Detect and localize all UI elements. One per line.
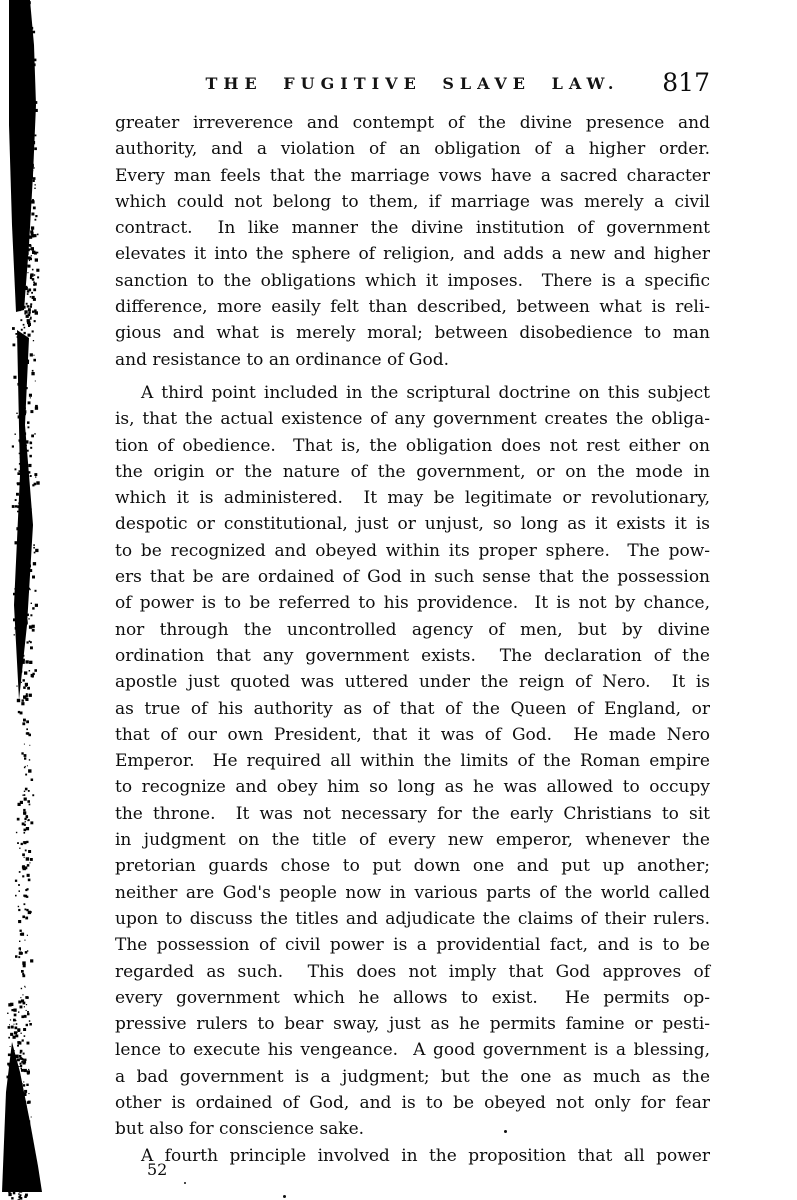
text-line: other is ordained of God, and is to be obeyed not only for fear [115,1092,710,1113]
binding-shadow-shapes [2,0,42,1192]
text-line: pretorian guards chose to put down one and put up another; [115,856,710,877]
scan-binding-artifact [0,0,70,1200]
text-line: nor through the uncontrolled agency of men, but by divine [115,619,710,640]
text-line: is, that the actual existence of any government creates the obliga- [115,409,710,430]
text-line: A fourth principle involved in the proposition that all power [141,1145,710,1166]
paragraph [115,1143,710,1169]
text-line: difference, more easily felt than described, between what is reli- [115,297,710,318]
text-line: Emperor. He required all within the limits of the Roman empire [115,751,710,772]
page-body [115,110,710,1169]
paragraph [115,110,710,373]
text-line: the throne. It was not necessary for the early Christians to sit [115,803,710,824]
text-line: pressive rulers to bear sway, just as he permits famine or pesti- [115,1014,710,1035]
ink-speck [184,1182,186,1184]
text-line: neither are God's people now in various parts of the world called [115,882,710,903]
page-number: 817 [662,68,710,97]
text-line: regarded as such. This does not imply that God approves of [115,961,710,982]
text-line: as true of his authority as of that of the Queen of England, or [115,698,710,719]
text-line: to be recognized and obeyed within its proper sphere. The pow- [115,540,710,561]
text-line: that of our own President, that it was of God. He made Nero [115,724,710,745]
text-line: which could not belong to them, if marriage was merely a civil [115,191,710,212]
text-line: tion of obedience. That is, the obligation does not rest either on [115,435,710,456]
text-line: elevates it into the sphere of religion, and adds a new and higher [115,244,710,265]
paragraph [115,380,710,1143]
text-line: greater irreverence and contempt of the divine presence and [115,113,710,133]
text-line: which it is administered. It may be legitimate or revolutionary, [115,488,710,509]
text-line: but also for conscience sake. [115,1119,365,1140]
text-line: despotic or constitutional, just or unjust, so long as it exists it is [115,514,710,535]
text-line: and resistance to an ordinance of God. [115,349,450,370]
text-line: sanction to the obligations which it imposes. There is a specific [115,270,710,291]
text-line: authority, and a violation of an obligation of a higher order. [115,139,710,160]
text-line: every government which he allows to exist. He permits op- [115,987,710,1008]
text-line: ers that be are ordained of God in such sense that the possession [115,567,710,588]
text-line: The possession of civil power is a providential fact, and is to be [115,935,710,956]
text-line: lence to execute his vengeance. A good government is a blessing, [115,1040,710,1061]
text-line: ordination that any government exists. The declaration of the [115,645,710,666]
text-line: A third point included in the scriptural doctrine on this subject [141,382,710,403]
text-line: the origin or the nature of the government, or on the mode in [115,461,710,482]
ink-speck [504,1130,507,1133]
signature-mark: 52 [147,1160,168,1179]
text-line: contract. In like manner the divine institution of government [115,218,710,239]
text-line: in judgment on the title of every new emperor, whenever the [115,830,710,851]
text-line: upon to discuss the titles and adjudicate the claims of their rulers. [115,908,710,929]
text-line: of power is to be referred to his providence. It is not by chance, [115,593,710,614]
text-line: to recognize and obey him so long as he was allowed to occupy [115,777,710,798]
ink-speck [283,1195,286,1198]
text-line: a bad government is a judgment; but the one as much as the [115,1066,710,1087]
text-line: Every man feels that the marriage vows have a sacred character [115,165,710,186]
text-line: apostle just quoted was uttered under the reign of Nero. It is [115,672,710,693]
text-line: gious and what is merely moral; between disobedience to man [115,323,710,344]
running-head: THE FUGITIVE SLAVE LAW. [205,74,620,93]
